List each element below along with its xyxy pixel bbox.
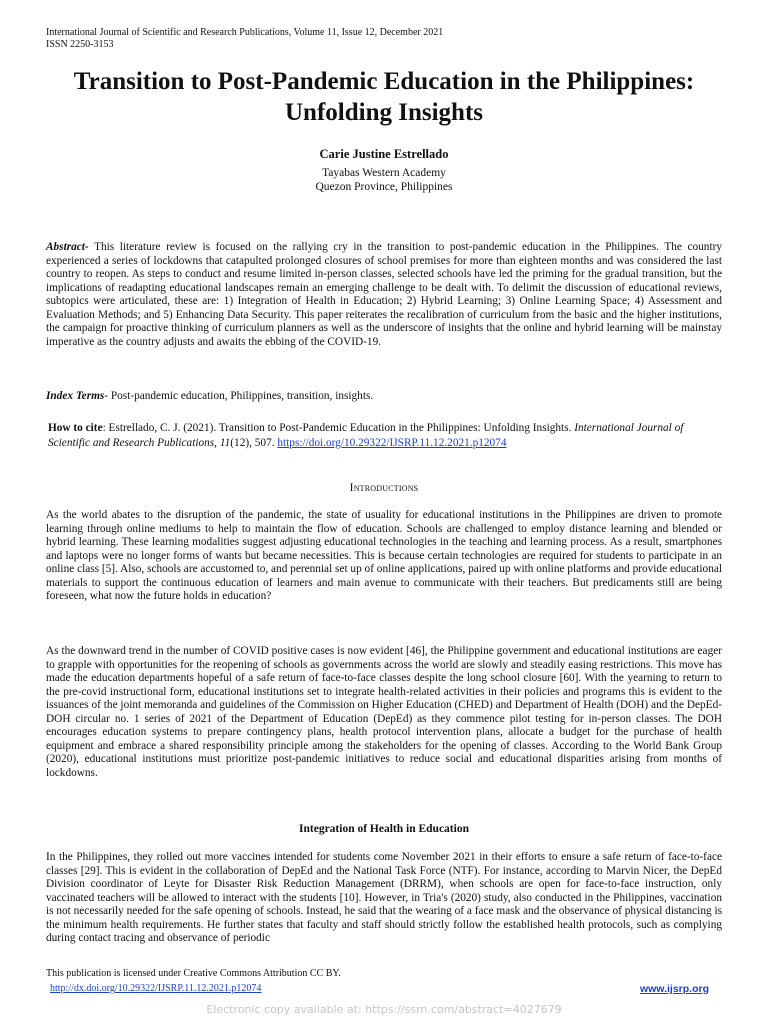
cite-volume: 11	[219, 437, 231, 449]
abstract	[46, 241, 722, 349]
cite-text-3: (12), 507.	[230, 437, 278, 449]
footer-doi	[50, 983, 261, 995]
index-terms-text: - Post-pandemic education, Philippines, transition, insights.	[104, 390, 374, 402]
intro-paragraph-1: As the world abates to the disruption of the pandemic, the state of usuality for educational institutions in the Philippines are driven to promote learning through online mediums to help to maintain the flow of education. Schools are challenged to employ distance learning and blended or hybrid learning. These learning modalities suggest adjusting educational technologies in the teaching and learning process. As a result, smartphones and laptops were no longer forms of wants but became necessities. This is because certain technologies are required for students to participate in an online class [5]. Also, schools are accustomed to, and perennial set up of online applications, paired up with online platforms and provide educational materials to support the continuous education of learners and main avenue to communicate with their teachers. But predicaments still are being foreseen, what now the future holds in education?	[46, 509, 722, 602]
how-to-cite	[48, 421, 712, 451]
cite-text-1: : Estrellado, C. J. (2021). Transition to Post-Pandemic Education in the Philippines: Unfolding Insights.	[102, 422, 575, 434]
index-terms	[46, 390, 722, 404]
paper-title: Transition to Post-Pandemic Education in the Philippines: Unfolding Insights	[73, 68, 695, 126]
section-heading-introductions: Introductions	[349, 482, 419, 494]
cite-label: How to cite	[48, 422, 103, 434]
affiliation-institution: Tayabas Western Academy	[322, 167, 446, 179]
affiliation-location: Quezon Province, Philippines	[315, 181, 453, 193]
cite-doi-link[interactable]: https://doi.org/10.29322/IJSRP.11.12.2021.p12074	[277, 437, 507, 449]
footer-doi-link[interactable]: http://dx.doi.org/10.29322/IJSRP.11.12.2021.p12074	[50, 983, 262, 994]
cite-text-2: ,	[214, 437, 220, 449]
ssrn-watermark: Electronic copy available at: https://ssrn.com/abstract=4027679	[206, 1003, 562, 1016]
cite-journal: International Journal of Scientific and Research Publications	[48, 422, 684, 449]
intro-paragraph-2: As the downward trend in the number of COVID positive cases is now evident [46], the Philippine government and educational institutions are eager to grapple with opportunities for the reopening of schools as governments across the world are slowly and steadily easing restrictions. This move has made the education departments hopeful of a safe return of face-to-face classes despite the long school closure [60]. With the yearning to return to the pre-covid instructional form, educational institutions set to integrate health-related activities in their policies and programs this is evident to the issuances of the joint memoranda and guidelines of the Commission on Higher Education (CHED) and Department of Health (DOH) and the DepEd-DOH circular no. 1 series of 2021 of the Department of Education (DepEd) as they commence pilot testing for in-person classes. The DOH encourages education systems to prepare contingency plans, health protocol intervention plans, allocate a budget for the purchase of health equipment and embrace a shared responsibility principle among the stakeholders for the opening of classes. According to the World Bank Group (2020), educational institutions must prioritize post-pandemic initiatives to reduce social and educational disparities arising from months of lockdowns.	[46, 645, 722, 779]
abstract-text: This literature review is focused on the rallying cry in the transition to post-pandemic education in the Philippines. The country experienced a series of lockdowns that catapulted prolonged closures of school premises for more than eighteen months and was considered the last country to reopen. As steps to conduct and resume limited in-person classes, selected schools have led the priming for the gradual transition, but the implications of readapting educational landscapes remain an emerging challenge to be dealt with. To delimit the discussion of educational reviews, subtopics were articulated, these are: 1) Integration of Health in Education; 2) Hybrid Learning; 3) Online Learning Space; 4) Assessment and Evaluation Methods; and 5) Enhancing Data Security. This paper reiterates the recalibration of curriculum from the basic and the higher institutions, the campaign for proactive thinking of curriculum planners as well as the underscore of insights that the online and hybrid learning will be mainstay imperative as the country adjusts and awaits the ebbing of the COVID-19.	[46, 241, 722, 348]
license-note: This publication is licensed under Creative Commons Attribution CC BY.	[46, 968, 341, 979]
journal-header	[46, 27, 443, 51]
author-name: Carie Justine Estrellado	[319, 147, 449, 161]
issn: ISSN 2250-3153	[46, 39, 114, 50]
abstract-label: Abstract-	[46, 241, 89, 253]
index-terms-label: Index Terms	[46, 390, 105, 402]
health-paragraph-1: In the Philippines, they rolled out more vaccines intended for students come November 2021 in their efforts to ensure a safe return of face-to-face classes [29]. This is evident in the collaboration of DepEd and the National Task Force (NTF). For instance, according to Marvin Nicer, the DepEd Division coordinator of Leyte for Disaster Risk Reduction Management (DRRM), when schools are open for face-to-face instruction, only vaccinated teachers will be allowed to interact with the students [10]. However, in Tria's (2020) study, also conducted in the Philippines, vaccination is not necessarily needed for the safe opening of schools. Instead, he said that the wearing of a face mask and the observance of physical distancing is the minimum health requirements. He further states that faculty and staff should strictly follow the established health protocols, such as complying during contact tracing and observance of periodic	[46, 851, 722, 944]
journal-info: International Journal of Scientific and Research Publications, Volume 11, Issue 12, December 2021	[46, 27, 444, 38]
journal-website-link[interactable]: www.ijsrp.org	[639, 983, 709, 995]
section-heading-health: Integration of Health in Education	[299, 823, 469, 835]
